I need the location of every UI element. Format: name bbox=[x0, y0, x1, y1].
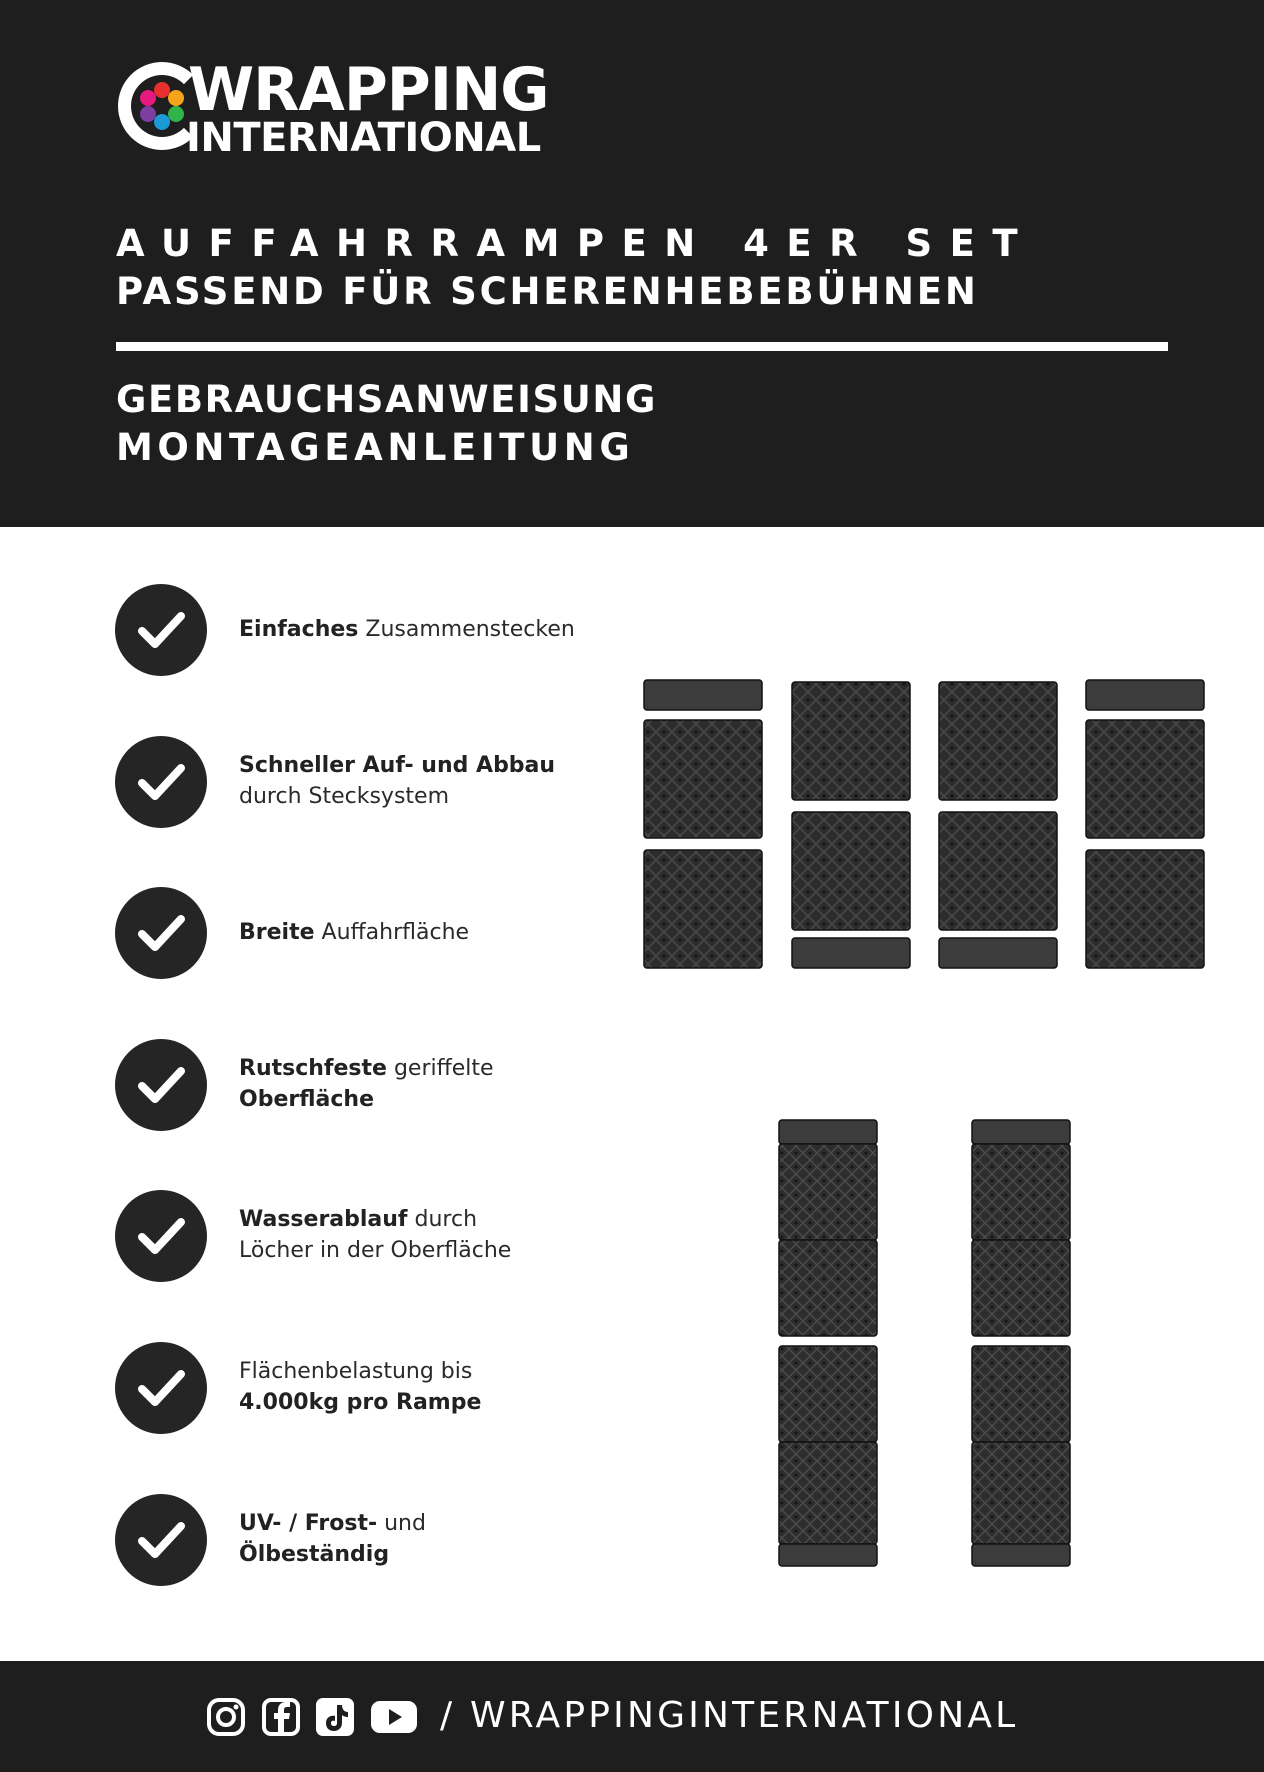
checkmark-icon bbox=[115, 887, 207, 979]
ramp-tile bbox=[779, 1144, 877, 1240]
document-type-line2: MONTAGEANLEITUNG bbox=[116, 426, 635, 469]
feature-normal-text: geriffelte bbox=[386, 1056, 494, 1081]
ramp-tiles-disassembled-image bbox=[640, 676, 1210, 972]
facebook-icon[interactable] bbox=[261, 1697, 301, 1737]
feature-item-4 bbox=[115, 1039, 675, 1131]
feature-normal-text: durch Stecksystem bbox=[239, 784, 449, 809]
ramp-tile bbox=[792, 682, 910, 800]
ramp-tile bbox=[779, 1442, 877, 1544]
feature-item-2 bbox=[115, 736, 675, 828]
product-title-line2: PASSEND FÜR SCHERENHEBEBÜHNEN bbox=[116, 270, 979, 313]
feature-bold-text: Oberfläche bbox=[239, 1087, 374, 1112]
feature-item-3 bbox=[115, 887, 675, 979]
feature-bold-text: Wasserablauf bbox=[239, 1207, 408, 1232]
header-divider bbox=[116, 342, 1168, 351]
ramp-edge-piece bbox=[644, 680, 762, 710]
ramp-tile bbox=[972, 1442, 1070, 1544]
ramp-tile bbox=[939, 812, 1057, 930]
footer-bar bbox=[0, 1661, 1264, 1772]
feature-normal-text: Zusammenstecken bbox=[358, 617, 575, 642]
feature-item-7 bbox=[115, 1494, 675, 1586]
checkmark-icon bbox=[115, 736, 207, 828]
feature-normal-text: Auffahrfläche bbox=[314, 920, 470, 945]
feature-text bbox=[239, 1508, 426, 1570]
ramp-edge-piece bbox=[939, 938, 1057, 968]
feature-bold-text: Ölbeständig bbox=[239, 1542, 390, 1567]
feature-item-6 bbox=[115, 1342, 675, 1434]
feature-bold-text: Breite bbox=[239, 920, 315, 945]
document-type-line1: GEBRAUCHSANWEISUNG bbox=[116, 378, 657, 421]
social-handle[interactable]: / WRAPPINGINTERNATIONAL bbox=[440, 1695, 1019, 1736]
youtube-icon[interactable] bbox=[369, 1697, 419, 1737]
feature-bold-text: 4.000kg pro Rampe bbox=[239, 1390, 482, 1415]
feature-text bbox=[239, 1204, 511, 1266]
ramp-tile bbox=[1086, 850, 1204, 968]
ramp-edge-piece bbox=[972, 1544, 1070, 1566]
ramp-edge-piece bbox=[1086, 680, 1204, 710]
ramp-edge-piece bbox=[972, 1120, 1070, 1144]
feature-normal-text: und bbox=[377, 1511, 426, 1536]
ramp-edge-piece bbox=[792, 938, 910, 968]
feature-bold-text: Schneller Auf- und Abbau bbox=[239, 753, 556, 778]
feature-bold-text: UV- / Frost- bbox=[239, 1511, 378, 1536]
checkmark-icon bbox=[115, 584, 207, 676]
checkmark-icon bbox=[115, 1342, 207, 1434]
checkmark-icon bbox=[115, 1190, 207, 1282]
feature-text bbox=[239, 750, 555, 812]
feature-bold-text: Einfaches bbox=[239, 617, 359, 642]
feature-text bbox=[239, 1053, 494, 1115]
ramp-tile bbox=[972, 1240, 1070, 1336]
logo-color-wheel-icon bbox=[136, 80, 188, 132]
ramp-tile bbox=[972, 1346, 1070, 1442]
ramp-tile bbox=[644, 720, 762, 838]
ramp-edge-piece bbox=[779, 1120, 877, 1144]
feature-normal-text: durch bbox=[407, 1207, 478, 1232]
checkmark-icon bbox=[115, 1039, 207, 1131]
feature-item-5 bbox=[115, 1190, 675, 1282]
feature-item-1 bbox=[115, 584, 675, 676]
feature-normal-text: Flächenbelastung bis bbox=[239, 1359, 473, 1384]
logo-word-wrapping: WRAPPING bbox=[188, 55, 549, 125]
checkmark-icon bbox=[115, 1494, 207, 1586]
header-banner bbox=[0, 0, 1264, 527]
feature-text bbox=[239, 614, 575, 645]
ramp-tile bbox=[779, 1346, 877, 1442]
logo-word-international: INTERNATIONAL bbox=[186, 115, 541, 161]
tiktok-icon[interactable] bbox=[315, 1697, 355, 1737]
feature-text bbox=[239, 917, 469, 948]
ramp-tile bbox=[939, 682, 1057, 800]
ramp-tiles-assembled-image bbox=[775, 1118, 1075, 1570]
ramp-edge-piece bbox=[779, 1544, 877, 1566]
ramp-tile bbox=[1086, 720, 1204, 838]
product-title-line1: AUFFAHRRAMPEN 4ER SET bbox=[116, 222, 1036, 265]
ramp-tile bbox=[972, 1144, 1070, 1240]
feature-bold-text: Rutschfeste bbox=[239, 1056, 387, 1081]
ramp-tile bbox=[792, 812, 910, 930]
ramp-tile bbox=[779, 1240, 877, 1336]
feature-normal-text: Löcher in der Oberfläche bbox=[239, 1238, 512, 1263]
brand-logo bbox=[116, 55, 549, 162]
feature-text bbox=[239, 1356, 481, 1418]
instagram-icon[interactable] bbox=[206, 1697, 246, 1737]
ramp-tile bbox=[644, 850, 762, 968]
